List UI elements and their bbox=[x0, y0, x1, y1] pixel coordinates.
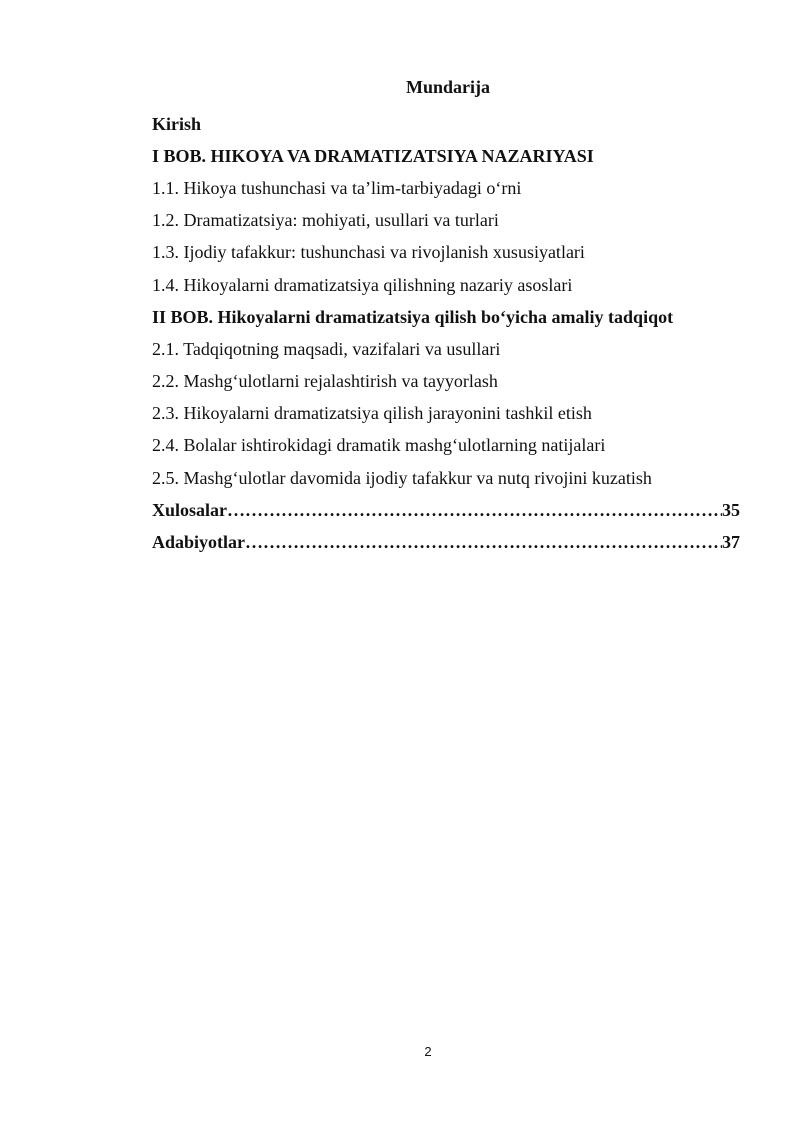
toc-entry-references bbox=[152, 526, 742, 558]
dot-leader bbox=[245, 532, 722, 553]
page-number: 2 bbox=[424, 1044, 432, 1059]
toc-title: Mundarija bbox=[405, 77, 490, 97]
toc-entry: I BOB. HIKOYA VA DRAMATIZATSIYA NAZARIYASI bbox=[152, 145, 594, 166]
dot-leader bbox=[227, 500, 722, 521]
toc-entry: 2.1. Tadqiqotning maqsadi, vazifalari va usullari bbox=[152, 338, 501, 359]
toc-entry: 2.3. Hikoyalarni dramatizatsiya qilish jarayonini tashkil etish bbox=[152, 403, 592, 424]
toc-entry-conclusions bbox=[152, 494, 742, 526]
toc-entry: 2.5. Mashg‘ulotlar davomida ijodiy tafakkur va nutq rivojini kuzatish bbox=[152, 467, 652, 488]
toc-entry: 2.4. Bolalar ishtirokidagi dramatik mashg‘ulotlarning natijalari bbox=[152, 435, 606, 456]
toc-entry: II BOB. Hikoyalarni dramatizatsiya qilish bo‘yicha amaliy tadqiqot bbox=[152, 306, 674, 327]
toc-entry: 1.4. Hikoyalarni dramatizatsiya qilishning nazariy asoslari bbox=[152, 274, 573, 295]
toc-entry: 2.2. Mashg‘ulotlarni rejalashtirish va tayyorlash bbox=[152, 371, 498, 392]
toc-entry: 1.3. Ijodiy tafakkur: tushunchasi va rivojlanish xususiyatlari bbox=[152, 242, 585, 263]
toc-entry: Kirish bbox=[152, 113, 202, 134]
references-label: Adabiyotlar bbox=[152, 532, 246, 553]
conclusions-page: 35 bbox=[722, 499, 740, 520]
table-of-contents bbox=[152, 108, 742, 559]
conclusions-label: Xulosalar bbox=[152, 499, 228, 520]
toc-entry: 1.1. Hikoya tushunchasi va ta’lim-tarbiyadagi o‘rni bbox=[152, 177, 522, 198]
references-page: 37 bbox=[722, 532, 740, 553]
toc-entry: 1.2. Dramatizatsiya: mohiyati, usullari va turlari bbox=[152, 210, 499, 231]
